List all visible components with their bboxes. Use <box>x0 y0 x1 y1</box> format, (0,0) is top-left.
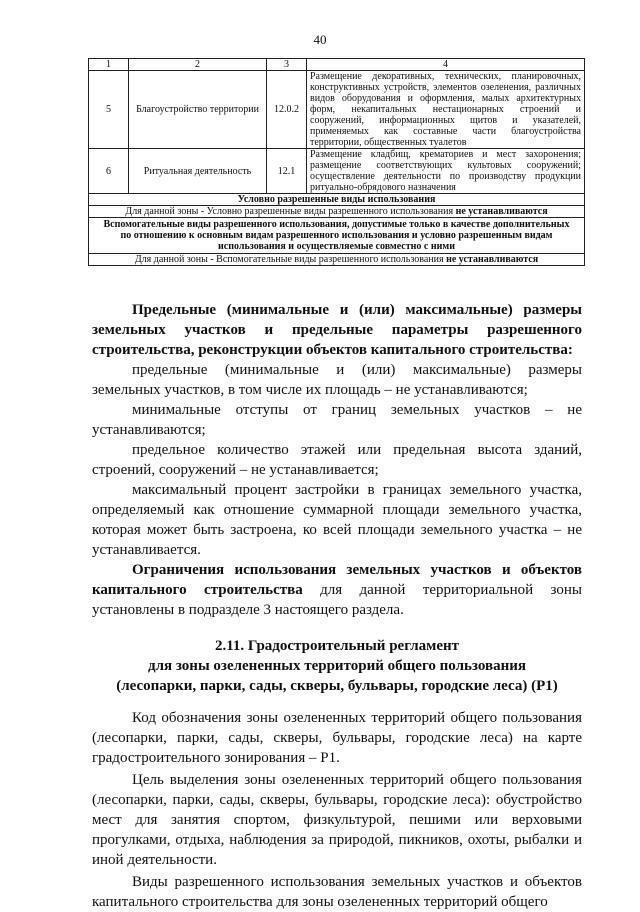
table-header-cell: 4 <box>307 59 585 71</box>
row-number: 6 <box>89 149 129 194</box>
paragraph: минимальные отступы от границ земельных участков – не устанавливаются; <box>92 402 582 438</box>
table-row <box>89 194 585 206</box>
note-bold-text: не устанавливаются <box>455 206 548 217</box>
paragraph: максимальный процент застройки в границах земельного участка, определяемый как отношение суммарной площади земельного участка, которая может быть застроена, ко всей площади земельного участка – не устанавливается. <box>92 482 582 558</box>
page-number: 40 <box>313 32 327 47</box>
table-header-cell: 3 <box>267 59 307 71</box>
use-type-code: 12.1 <box>267 149 307 194</box>
use-type-description: Размещение декоративных, технических, планировочных, конструктивных устройств, элементов озеленения, различных видов оборудования и оформления, малых архитектурных форм, некапитальных нестационарных строений и сооружений, информационных щитов и указателей, применяемых как составные части благоустройства территории, общественных туалетов <box>307 71 585 149</box>
body-text <box>92 300 582 912</box>
table-row <box>89 218 585 254</box>
conditional-uses-note <box>89 206 585 218</box>
section-heading <box>92 636 582 696</box>
land-use-table <box>88 58 585 266</box>
section-title-line: для зоны озелененных территорий общего пользования <box>148 658 526 674</box>
use-type-code: 12.0.2 <box>267 71 307 149</box>
use-type-description: Размещение кладбищ, крематориев и мест захоронения; размещение соответствующих культовых сооружений; осуществление деятельности по производству продукции ритуально-обрядового назначения <box>307 149 585 194</box>
restrictions-text: для данной территориальной зоны установлены в подразделе 3 настоящего раздела. <box>92 582 582 618</box>
paragraph: Цель выделения зоны озелененных территорий общего пользования (лесопарки, парки, сады, скверы, бульвары, городские леса): обустройство мест для занятия спортом, физкультурой, пешими или верховыми прогулками, отдыха, наблюдения за природой, пикников, охоты, рыбалки и иной деятельности. <box>92 772 582 868</box>
auxiliary-uses-heading: Вспомогательные виды разрешенного использования, допустимые только в качестве дополнительных по отношению к основным видам разрешенного использования и условно разрешенным видам использования и осуществляемые совместно с ними <box>89 218 585 254</box>
paragraph: Виды разрешенного использования земельных участков и объектов капитального строительства для зоны озелененных территорий общего <box>92 874 582 910</box>
section-title-line: 2.11. Градостроительный регламент <box>214 638 460 654</box>
note-text: Для данной зоны - Условно разрешенные виды разрешенного использования <box>125 206 456 217</box>
paragraph: предельные (минимальные и (или) максимальные) размеры земельных участков, в том числе их площадь – не устанавливаются; <box>92 362 582 398</box>
conditional-uses-heading: Условно разрешенные виды использования <box>89 194 585 206</box>
table-header-cell: 1 <box>89 59 129 71</box>
paragraph: Код обозначения зоны озелененных территорий общего пользования (лесопарки, парки, сады, скверы, бульвары, городские леса) на карте градостроительного зонирования – Р1. <box>92 710 582 766</box>
section-title-line: (лесопарки, парки, сады, скверы, бульвары, городские леса) (Р1) <box>116 678 558 694</box>
note-bold-text: не устанавливаются <box>446 254 539 265</box>
use-type-name: Ритуальная деятельность <box>129 149 267 194</box>
row-number: 5 <box>89 71 129 149</box>
limits-heading: Предельные (минимальные и (или) максимальные) размеры земельных участков и предельные параметры разрешенного строительства, реконструкции объектов капитального строительства: <box>92 302 582 358</box>
table-row <box>89 71 585 149</box>
table-header-cell: 2 <box>129 59 267 71</box>
paragraph: предельное количество этажей или предельная высота зданий, строений, сооружений – не устанавливается; <box>92 442 582 478</box>
use-type-name: Благоустройство территории <box>129 71 267 149</box>
table-row <box>89 149 585 194</box>
table-header-row <box>89 59 585 71</box>
table-row <box>89 254 585 266</box>
restrictions-bold-text: Ограничения использования земельных участков и объектов капитального строительства <box>92 562 582 598</box>
auxiliary-uses-note <box>89 254 585 266</box>
table-row <box>89 206 585 218</box>
note-text: Для данной зоны - Вспомогательные виды разрешенного использования <box>134 254 447 265</box>
restrictions-paragraph <box>92 560 582 620</box>
